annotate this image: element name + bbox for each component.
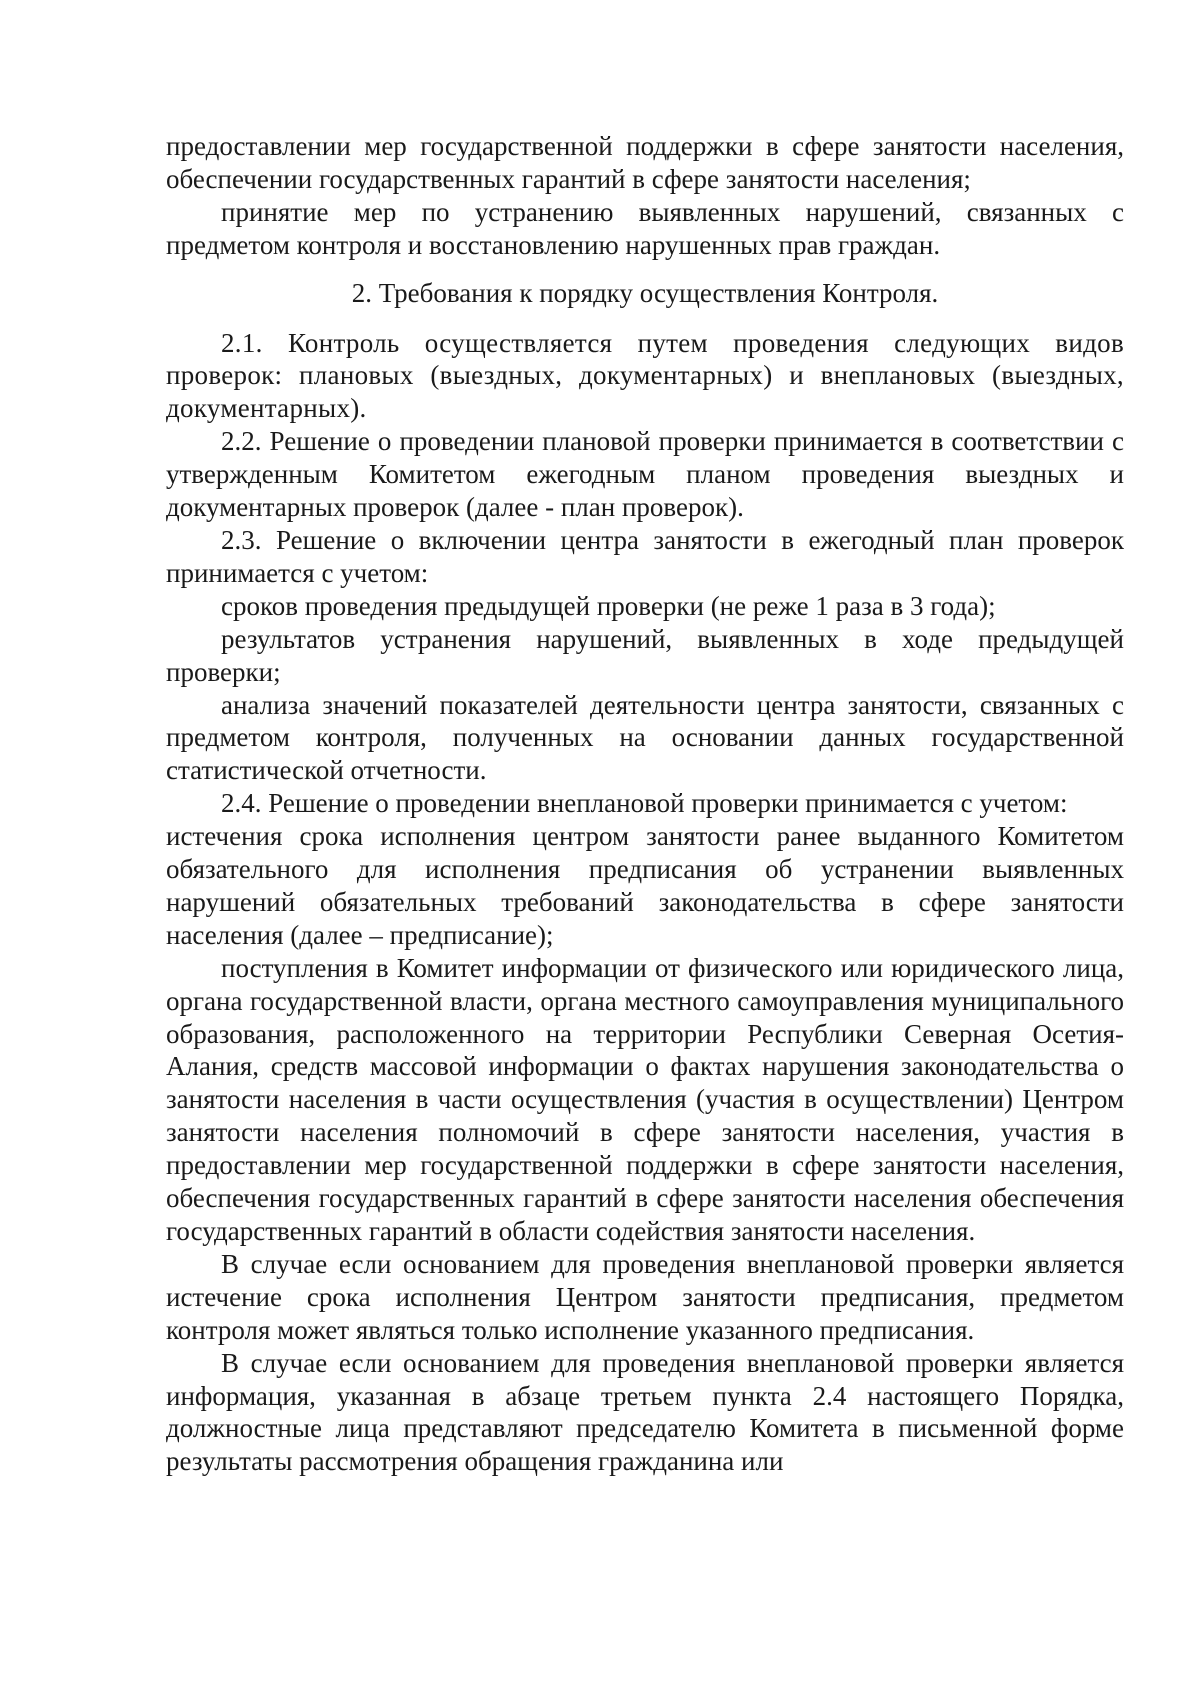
paragraph-2-3-item-results: результатов устранения нарушений, выявленных в ходе предыдущей проверки;	[166, 623, 1124, 687]
document-page	[166, 130, 1124, 1478]
paragraph-2-4-item-information: поступления в Комитет информации от физического или юридического лица, органа государственной власти, органа местного самоуправления муниципального образования, расположенного на территории Республики Северная Осетия-Алания, средств массовой информации о фактах нарушения законодательства о занятости населения в части осуществления (участия в осуществлении) Центром занятости населения полномочий в сфере занятости населения, участия в предоставлении мер государственной поддержки в сфере занятости населения, обеспечения государственных гарантий в сфере занятости населения обеспечения государственных гарантий в области содействия занятости населения.	[166, 952, 1124, 1246]
paragraph-remedy-measures: принятие мер по устранению выявленных нарушений, связанных с предметом контроля и восстановлению нарушенных прав граждан.	[166, 196, 1124, 260]
section-heading: 2. Требования к порядку осуществления Контроля.	[351, 277, 939, 308]
paragraph-2-1: 2.1. Контроль осуществляется путем проведения следующих видов проверок: плановых (выездных, документарных) и внеплановых (выездных, документарных).	[166, 327, 1124, 424]
paragraph-2-4: 2.4. Решение о проведении внеплановой проверки принимается с учетом:	[221, 788, 1068, 819]
paragraph-2-4-item-expiry: истечения срока исполнения центром занятости ранее выданного Комитетом обязательного для исполнения предписания об устранении выявленных нарушений обязательных требований законодательства в сфере занятости населения (далее – предписание);	[166, 821, 1124, 950]
spacer	[166, 262, 1124, 277]
paragraph-2-3-item-deadlines: сроков проведения предыдущей проверки (не реже 1 раза в 3 года);	[221, 590, 996, 621]
paragraph-2-3-item-analysis: анализа значений показателей деятельности центра занятости, связанных с предметом контроля, полученных на основании данных государственной статистической отчетности.	[166, 689, 1124, 786]
paragraph-2-2: 2.2. Решение о проведении плановой проверки принимается в соответствии с утвержденным Комитетом ежегодным планом проведения выездных и документарных проверок (далее - план проверок).	[166, 426, 1124, 523]
paragraph-expiry-case: В случае если основанием для проведения внеплановой проверки является истечение срока исполнения Центром занятости предписания, предметом контроля может являться только исполнение указанного предписания.	[166, 1248, 1124, 1345]
paragraph-information-case: В случае если основанием для проведения внеплановой проверки является информация, указанная в абзаце третьем пункта 2.4 настоящего Порядка, должностные лица представляют председателю Комитета в письменной форме результаты рассмотрения обращения гражданина или	[166, 1347, 1124, 1477]
paragraph-support-measures: предоставлении мер государственной поддержки в сфере занятости населения, обеспечении государственных гарантий в сфере занятости населения;	[166, 131, 1124, 194]
paragraph-2-3: 2.3. Решение о включении центра занятости в ежегодный план проверок принимается с учетом:	[166, 524, 1124, 588]
spacer	[166, 310, 1124, 327]
